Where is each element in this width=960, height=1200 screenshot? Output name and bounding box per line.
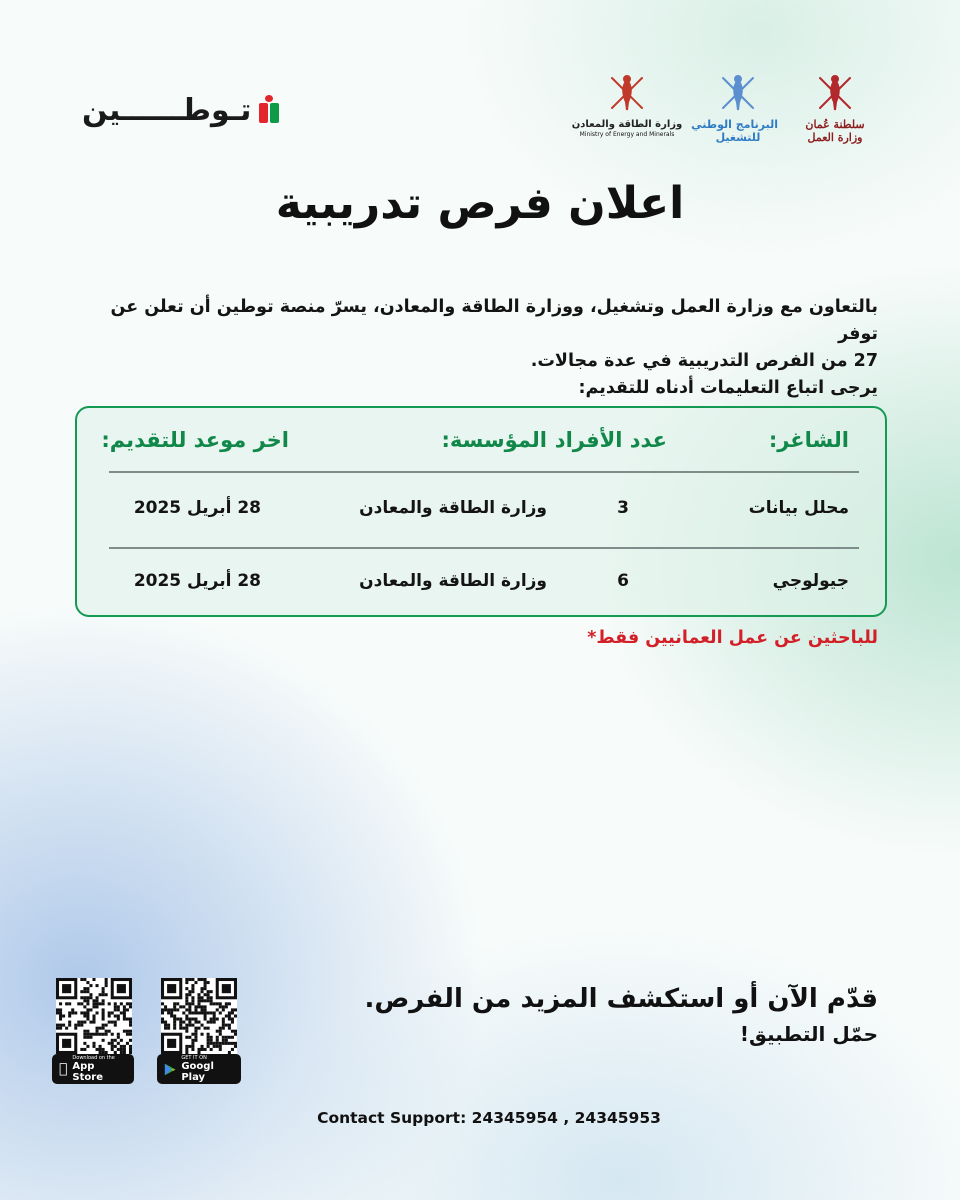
cell-institution: وزارة الطاقة والمعادن <box>359 571 547 591</box>
logo-label: وزارة العمل <box>807 131 863 144</box>
cell-position: جيولوجي <box>772 571 849 591</box>
apple-icon <box>59 1062 67 1076</box>
tawteen-mark-icon <box>257 95 283 125</box>
contact-support: Contact Support: 24345954 , 24345953 <box>317 1109 661 1127</box>
badge-big-text: Googl Play <box>181 1061 214 1083</box>
header-position: الشاغر: <box>768 428 849 452</box>
ministry-of-energy-logo <box>570 72 684 139</box>
header-institution: المؤسسة: <box>441 428 547 452</box>
oman-khanjar-emblem-icon <box>715 72 761 114</box>
logo-label-en: Ministry of Energy and Minerals <box>579 131 675 138</box>
cell-count: 3 <box>617 498 629 518</box>
header-count: عدد الأفراد <box>554 428 667 452</box>
brand-name: تـوطــــــين <box>82 92 252 128</box>
play-icon <box>164 1062 176 1077</box>
eligibility-note: للباحثين عن عمل العمانيين فقط* <box>587 628 878 648</box>
intro-line: 27 من الفرص التدريبية في عدة مجالات. <box>530 351 878 371</box>
badge-big-text: App Store <box>64 1066 121 1078</box>
oman-khanjar-emblem-icon <box>812 72 858 114</box>
google-play-badge[interactable] <box>157 1054 241 1084</box>
logo-label: وزارة الطاقة والمعادن <box>571 119 683 130</box>
badge-small-text: Download on the <box>64 1060 107 1067</box>
google-play-qr-code[interactable] <box>161 978 237 1054</box>
header-deadline: اخر موعد للتقديم: <box>101 428 289 452</box>
tawteen-logo <box>82 90 283 130</box>
logo-label: سلطنة عُمان <box>805 118 865 131</box>
cell-deadline: 28 أبريل 2025 <box>133 571 261 591</box>
cta-heading: قدّم الآن أو استكشف المزيد من الفرص. <box>364 984 878 1014</box>
cell-position: محلل بيانات <box>748 498 849 518</box>
intro-text <box>78 294 878 402</box>
app-store-qr-code[interactable] <box>56 978 132 1054</box>
national-employment-program-logo <box>691 72 778 144</box>
cell-count: 6 <box>617 571 629 591</box>
cta-download-app: حمّل التطبيق! <box>739 1022 878 1046</box>
logo-label: للتشغيل <box>715 131 761 144</box>
government-logos <box>570 72 870 152</box>
ministry-of-labour-logo <box>800 72 870 144</box>
badge-small-text: GET IT ON <box>181 1055 207 1061</box>
app-store-badge[interactable] <box>52 1054 134 1084</box>
divider <box>109 471 859 473</box>
cell-institution: وزارة الطاقة والمعادن <box>359 498 547 518</box>
logo-label: البرنامج الوطني <box>691 118 778 131</box>
divider <box>109 547 859 549</box>
intro-line: يرجى اتباع التعليمات أدناه للتقديم: <box>578 378 878 398</box>
intro-line: بالتعاون مع وزارة العمل وتشغيل، ووزارة الطاقة والمعادن، يسرّ منصة توطين أن تعلن عن توفر <box>110 297 878 344</box>
oman-khanjar-emblem-icon <box>604 72 650 114</box>
page-title: اعلان فرص تدريبية <box>275 178 685 229</box>
cell-deadline: 28 أبريل 2025 <box>133 498 261 518</box>
opportunities-table <box>75 406 887 617</box>
